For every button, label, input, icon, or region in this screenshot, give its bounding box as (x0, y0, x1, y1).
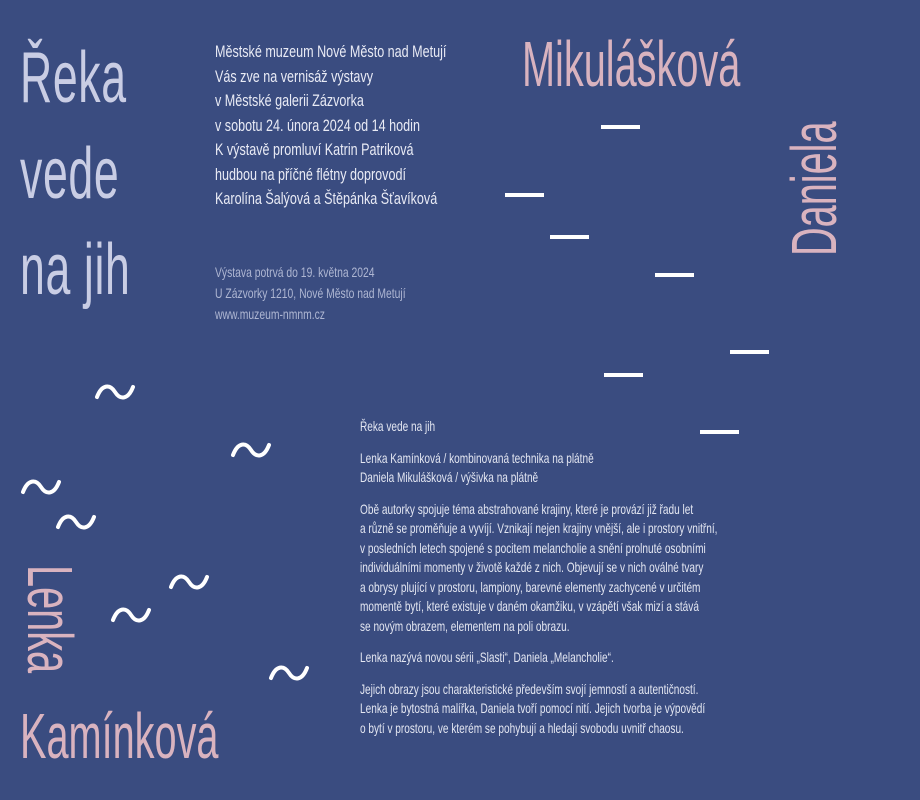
artist-surname-kaminkova: Kamínková (20, 700, 219, 772)
invitation-line: K výstavě promluví Katrin Patriková (215, 140, 414, 159)
artist-firstname-lenka: Lenka (14, 565, 86, 674)
invitation-line: Městské muzeum Nové Město nad Metují (215, 42, 447, 61)
tilde-wave-icon (230, 440, 272, 460)
paragraph-line: v posledních letech spojené s pocitem melancholie a snění prolnuté osobními (360, 539, 706, 556)
paragraph-line: a obrysy plující v prostoru, lampiony, barevné elementy zachycené v určitém (360, 578, 701, 595)
invitation-line: hudbou na příčné flétny doprovodí (215, 164, 406, 184)
dash-decoration (505, 193, 544, 197)
tilde-wave-icon (110, 605, 152, 625)
title-line: vede (20, 134, 120, 214)
invitation-line: v sobotu 24. února 2024 od 14 hodin (215, 115, 420, 135)
tilde-wave-icon (55, 512, 97, 532)
paragraph-line: se novým obrazem, elementem na poli obrazu. (360, 617, 570, 634)
invitation-text (215, 40, 528, 212)
paragraph-line: momentě bytí, které existuje v daném okamžiku, v vzápětí však mizí a stává (360, 598, 699, 614)
invitation-line: Karolína Šalýová a Štěpánka Šťavíková (215, 189, 438, 208)
credit-line: Daniela Mikulášková / výšivka na plátně (360, 469, 539, 485)
tilde-wave-icon (268, 663, 310, 683)
title-line: na jih (20, 230, 131, 310)
invitation-line: v Městské galerii Zázvorka (215, 91, 364, 110)
dash-decoration (601, 125, 640, 129)
artist-firstname-lenka-wrapper (14, 565, 90, 685)
invitation-line: Vás zve na vernisáž výstavy (215, 66, 374, 86)
paragraph-line: Lenka je bytostná malířka, Daniela tvoří pomocí nití. Jejich tvorba je výpovědí (360, 700, 706, 716)
dash-decoration (550, 235, 589, 239)
paragraph-line: Jejich obrazy jsou charakteristické především svojí jemností a autentičností. (360, 680, 699, 697)
exhibition-title (20, 30, 198, 318)
artist-surname-mikulaskova: Mikulášková (522, 28, 741, 100)
dash-decoration (730, 350, 769, 354)
paragraph-line: a různě se proměňuje a vyvíjí. Vznikají nejen krajiny vnější, ale i prostory vnitřní, (360, 520, 718, 536)
tilde-wave-icon (20, 477, 62, 497)
tilde-wave-icon (94, 382, 136, 402)
paragraph-line: o bytí v prostoru, ve kterém se pohybují a hledají svobodu uvnitř chaosu. (360, 719, 684, 736)
artist-firstname-daniela: Daniela (778, 121, 850, 256)
info-dates: Výstava potrvá do 19. května 2024 (215, 264, 375, 280)
paragraph-line: Obě autorky spojuje téma abstrahované krajiny, které je provází již řadu let (360, 500, 694, 517)
paragraph-line: individuálními momenty v životě každé z nich. Objevují se v nich oválné tvary (360, 559, 704, 575)
title-line: Řeka (20, 38, 127, 118)
info-website-link[interactable]: www.muzeum-nmnm.cz (215, 306, 325, 322)
artist-firstname-daniela-wrapper (720, 100, 850, 260)
dash-decoration (655, 273, 694, 277)
exhibition-info (215, 262, 473, 325)
paragraph-line: Lenka nazývá novou sérii „Slasti“, Daniela „Melancholie“. (360, 649, 614, 665)
info-address: U Zázvorky 1210, Nové Město nad Metují (215, 285, 406, 301)
credit-line: Lenka Kamínková / kombinovaná technika na plátně (360, 449, 594, 466)
dash-decoration (604, 373, 643, 377)
exhibition-description (360, 417, 920, 738)
description-heading: Řeka vede na jih (360, 418, 436, 434)
tilde-wave-icon (168, 572, 210, 592)
